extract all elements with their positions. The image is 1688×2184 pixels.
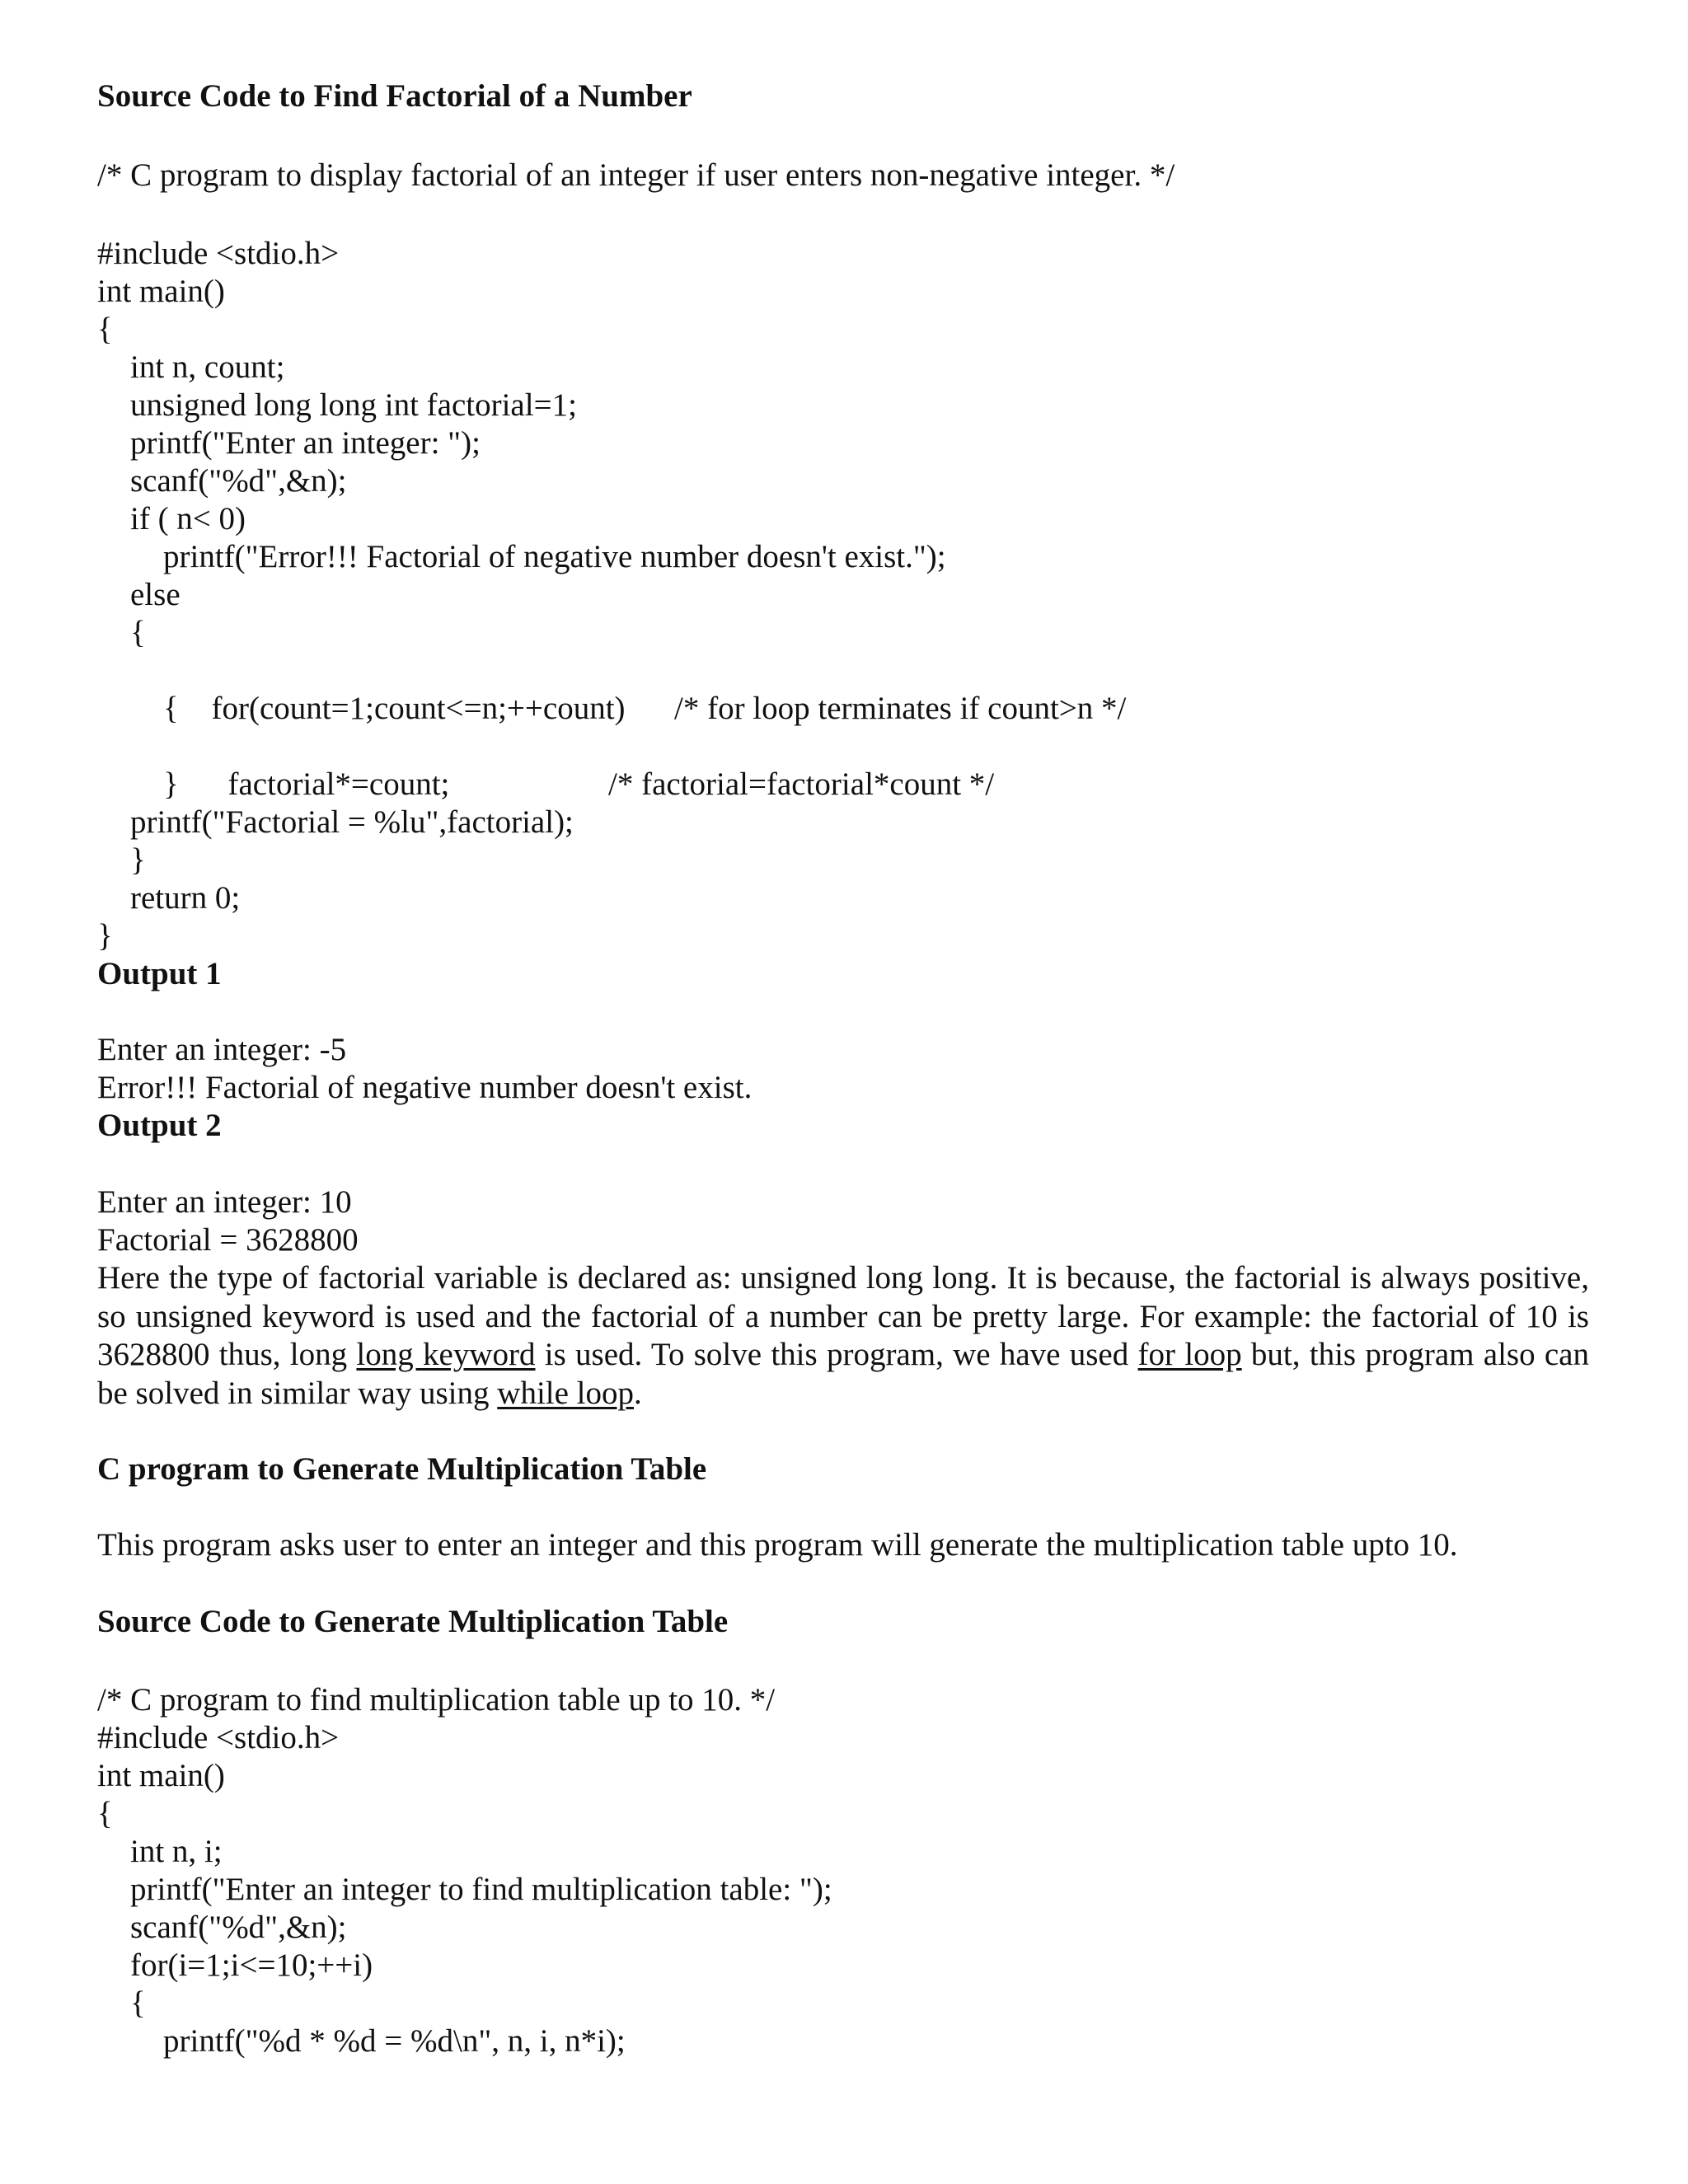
code-statement: factorial*=count; (227, 766, 450, 802)
code-line: printf("%d * %d = %d\n", n, i, n*i); (163, 2023, 626, 2059)
code-line: } (163, 766, 179, 802)
code-line: #include <stdio.h> (97, 1720, 340, 1755)
code-line: /* C program to find multiplication table up to 10. */ (97, 1682, 776, 1718)
code-line: int n, i; (130, 1834, 223, 1869)
for-loop-link[interactable]: for loop (1137, 1337, 1242, 1372)
code-comment: /* factorial=factorial*count */ (608, 766, 995, 802)
output-2-label: Output 2 (97, 1108, 222, 1143)
output-1-label: Output 1 (97, 956, 222, 991)
code-line: if ( n< 0) (130, 501, 246, 537)
code-line: int main() (97, 1758, 225, 1793)
code-line: int main() (97, 274, 225, 309)
code-line: return 0; (130, 880, 241, 916)
code-statement: for(count=1;count<=n;++count) (211, 691, 626, 726)
code-line: printf("Factorial = %lu",factorial); (130, 804, 574, 840)
heading-factorial-source: Source Code to Find Factorial of a Number (97, 78, 692, 114)
explanation-text: Here the type of factorial variable is declared as: unsigned long long. It is because, the factorial is always positive, so unsigned keyword is used and the factorial of a number can be pretty large. For example: the factorial of 10 is 3628800 thus, long (97, 1260, 1589, 1372)
code-line: printf("Enter an integer to find multiplication table: "); (130, 1872, 832, 1907)
code-line: } (130, 842, 146, 878)
output-line: Enter an integer: 10 (97, 1184, 352, 1220)
code-line: { (97, 312, 113, 347)
explanation-paragraph (97, 1259, 1589, 1413)
code-line: scanf("%d",&n); (130, 1910, 347, 1945)
output-line: Error!!! Factorial of negative number doesn't exist. (97, 1070, 753, 1105)
output-line: Enter an integer: -5 (97, 1032, 347, 1067)
code-line: #include <stdio.h> (97, 236, 340, 271)
code-line: { (97, 1796, 113, 1831)
code-line: } (97, 918, 113, 954)
code-line: else (130, 577, 181, 612)
heading-multiplication-source: Source Code to Generate Multiplication Table (97, 1604, 729, 1639)
code-line: { (130, 1985, 146, 2021)
output-line: Factorial = 3628800 (97, 1222, 359, 1258)
explanation-text: but, this program also can be solved in similar way using (97, 1337, 1589, 1411)
program-comment: /* C program to display factorial of an integer if user enters non-negative integer. */ (97, 157, 1175, 193)
intro-paragraph: This program asks user to enter an integer and this program will generate the multiplication table upto 10. (97, 1527, 1458, 1563)
long-keyword-link[interactable]: long keyword (356, 1337, 536, 1372)
code-line: int n, count; (130, 349, 285, 385)
code-line: { (130, 615, 146, 650)
code-line: printf("Enter an integer: "); (130, 425, 481, 461)
code-line: printf("Error!!! Factorial of negative number doesn't exist."); (163, 539, 946, 574)
explanation-text: is used. To solve this program, we have used (535, 1337, 1138, 1372)
code-line: unsigned long long int factorial=1; (130, 387, 577, 423)
code-line: scanf("%d",&n); (130, 463, 347, 499)
code-line: { (163, 691, 179, 726)
code-line: for(i=1;i<=10;++i) (130, 1947, 373, 1983)
while-loop-link[interactable]: while loop (497, 1375, 635, 1411)
heading-multiplication-table: C program to Generate Multiplication Table (97, 1451, 707, 1487)
code-comment: /* for loop terminates if count>n */ (674, 691, 1127, 726)
explanation-text: . (634, 1375, 642, 1411)
